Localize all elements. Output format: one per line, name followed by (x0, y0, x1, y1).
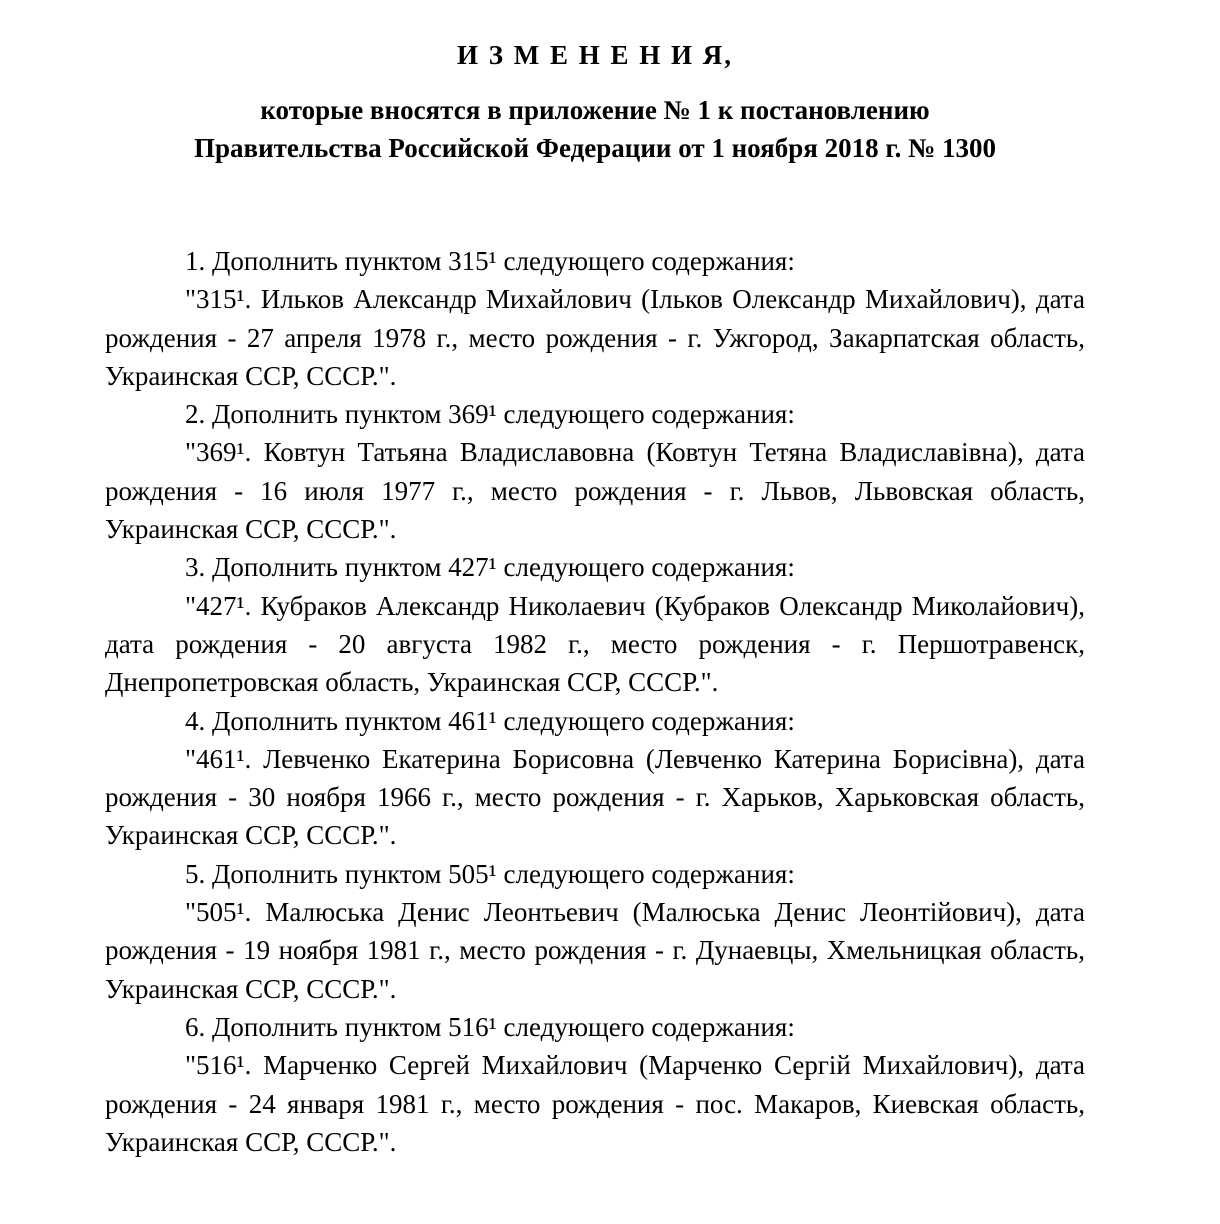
item-4-intro: 4. Дополнить пунктом 461¹ следующего содержания: (185, 705, 795, 736)
item-5-text: "505¹. Малюська Денис Леонтьевич (Малюська Денис Леонтійович), дата рождения - 19 ноября 1981 г., место рождения - г. Дунаевцы, Хмельницкая область, Украинская ССР, СССР.". (105, 897, 1085, 1004)
document-body (105, 242, 1085, 1161)
item-2-intro: 2. Дополнить пунктом 369¹ следующего содержания: (185, 399, 795, 430)
item-6-text: "516¹. Марченко Сергей Михайлович (Марченко Сергій Михайлович), дата рождения - 24 января 1981 г., место рождения - пос. Макаров, Киевская область, Украинская ССР, СССР.". (105, 1050, 1085, 1157)
document-title: И З М Е Н Е Н И Я, (456, 40, 733, 70)
item-5-intro: 5. Дополнить пунктом 505¹ следующего содержания: (185, 858, 795, 889)
item-3-text: "427¹. Кубраков Александр Николаевич (Кубраков Олександр Миколайович), дата рождения - 20 августа 1982 г., место рождения - г. Першотравенск, Днепропетровская область, Украинская ССР, СССР.". (105, 590, 1085, 698)
item-3-intro: 3. Дополнить пунктом 427¹ следующего содержания: (185, 552, 795, 583)
item-1-intro: 1. Дополнить пунктом 315¹ следующего содержания: (185, 246, 795, 276)
item-4-text: "461¹. Левченко Екатерина Борисовна (Левченко Катерина Борисівна), дата рождения - 30 ноября 1966 г., место рождения - г. Харьков, Харьковская область, Украинская ССР, СССР.". (105, 743, 1085, 851)
document-subtitle-line-2: Правительства Российской Федерации от 1 ноября 2018 г. № 1300 (194, 133, 996, 163)
document-subtitle-line-1: которые вносятся в приложение № 1 к постановлению (260, 95, 930, 125)
item-2-text: "369¹. Ковтун Татьяна Владиславовна (Ковтун Тетяна Владиславівна), дата рождения - 16 июля 1977 г., место рождения - г. Львов, Львовская область, Украинская ССР, СССР.". (105, 437, 1085, 545)
item-1-text: "315¹. Ильков Александр Михайлович (Ільков Олександр Михайлович), дата рождения - 27 апреля 1978 г., место рождения - г. Ужгород, Закарпатская область, Украинская ССР, СССР.". (105, 284, 1085, 391)
item-6-intro: 6. Дополнить пунктом 516¹ следующего содержания: (185, 1011, 795, 1042)
